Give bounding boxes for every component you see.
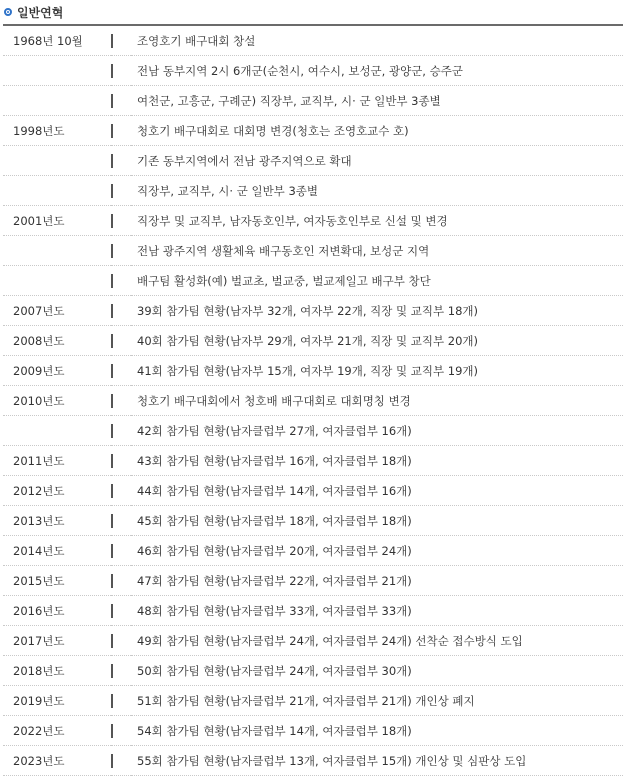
vertical-bar-divider	[111, 694, 113, 708]
row-separator-cell	[111, 26, 131, 56]
vertical-bar-divider	[111, 304, 113, 318]
row-separator-cell	[111, 236, 131, 266]
history-description: 배구팀 활성화(예) 벌교초, 벌교중, 벌교제일고 배구부 창단	[131, 266, 623, 296]
history-row	[3, 536, 623, 566]
vertical-bar-divider	[111, 94, 113, 108]
history-description: 43회 참가팀 현황(남자클럽부 16개, 여자클럽부 18개)	[131, 446, 623, 476]
row-separator-cell	[111, 206, 131, 236]
history-row	[3, 236, 623, 266]
history-description: 여천군, 고흥군, 구례군) 직장부, 교직부, 시· 군 일반부 3종별	[131, 86, 623, 116]
vertical-bar-divider	[111, 154, 113, 168]
history-row	[3, 356, 623, 386]
row-separator-cell	[111, 536, 131, 566]
row-separator-cell	[111, 56, 131, 86]
row-separator-cell	[111, 626, 131, 656]
row-separator-cell	[111, 356, 131, 386]
vertical-bar-divider	[111, 334, 113, 348]
vertical-bar-divider	[111, 64, 113, 78]
history-year: 2013년도	[3, 506, 111, 536]
history-row	[3, 626, 623, 656]
row-separator-cell	[111, 596, 131, 626]
history-year: 2015년도	[3, 566, 111, 596]
history-row	[3, 116, 623, 146]
history-description: 41회 참가팀 현황(남자부 15개, 여자부 19개, 직장 및 교직부 19개)	[131, 356, 623, 386]
history-year: 2014년도	[3, 536, 111, 566]
history-year	[3, 416, 111, 446]
row-separator-cell	[111, 116, 131, 146]
history-row	[3, 56, 623, 86]
history-row	[3, 596, 623, 626]
history-year: 1968년 10월	[3, 26, 111, 56]
history-year	[3, 56, 111, 86]
vertical-bar-divider	[111, 574, 113, 588]
vertical-bar-divider	[111, 754, 113, 768]
history-description: 47회 참가팀 현황(남자클럽부 22개, 여자클럽부 21개)	[131, 566, 623, 596]
row-separator-cell	[111, 656, 131, 686]
history-row	[3, 326, 623, 356]
history-year: 2001년도	[3, 206, 111, 236]
circle-bullet-icon	[4, 8, 12, 16]
history-year: 2022년도	[3, 716, 111, 746]
history-row	[3, 86, 623, 116]
vertical-bar-divider	[111, 244, 113, 258]
history-year: 2012년도	[3, 476, 111, 506]
history-row	[3, 176, 623, 206]
history-year: 2007년도	[3, 296, 111, 326]
history-description: 40회 참가팀 현황(남자부 29개, 여자부 21개, 직장 및 교직부 20개)	[131, 326, 623, 356]
history-row	[3, 746, 623, 776]
vertical-bar-divider	[111, 364, 113, 378]
history-description: 전남 광주지역 생활체육 배구동호인 저변확대, 보성군 지역	[131, 236, 623, 266]
history-row	[3, 296, 623, 326]
row-separator-cell	[111, 746, 131, 776]
history-description: 청호기 배구대회로 대회명 변경(청호는 조영호교수 호)	[131, 116, 623, 146]
history-row	[3, 146, 623, 176]
row-separator-cell	[111, 566, 131, 596]
history-year: 1998년도	[3, 116, 111, 146]
history-description: 46회 참가팀 현황(남자클럽부 20개, 여자클럽부 24개)	[131, 536, 623, 566]
vertical-bar-divider	[111, 484, 113, 498]
history-row	[3, 476, 623, 506]
row-separator-cell	[111, 686, 131, 716]
history-description: 44회 참가팀 현황(남자클럽부 14개, 여자클럽부 16개)	[131, 476, 623, 506]
history-year: 2017년도	[3, 626, 111, 656]
row-separator-cell	[111, 506, 131, 536]
history-description: 54회 참가팀 현황(남자클럽부 14개, 여자클럽부 18개)	[131, 716, 623, 746]
history-description: 청호기 배구대회에서 청호배 배구대회로 대회명칭 변경	[131, 386, 623, 416]
history-description: 42회 참가팀 현황(남자클럽부 27개, 여자클럽부 16개)	[131, 416, 623, 446]
row-separator-cell	[111, 266, 131, 296]
history-year	[3, 146, 111, 176]
history-description: 기존 동부지역에서 전남 광주지역으로 확대	[131, 146, 623, 176]
vertical-bar-divider	[111, 394, 113, 408]
history-description: 39회 참가팀 현황(남자부 32개, 여자부 22개, 직장 및 교직부 18개)	[131, 296, 623, 326]
history-description: 51회 참가팀 현황(남자클럽부 21개, 여자클럽부 21개) 개인상 폐지	[131, 686, 623, 716]
history-row	[3, 566, 623, 596]
history-year	[3, 86, 111, 116]
history-year: 2018년도	[3, 656, 111, 686]
history-row	[3, 386, 623, 416]
history-year: 2009년도	[3, 356, 111, 386]
history-description: 50회 참가팀 현황(남자클럽부 24개, 여자클럽부 30개)	[131, 656, 623, 686]
row-separator-cell	[111, 326, 131, 356]
history-table-body	[3, 26, 623, 776]
history-description: 45회 참가팀 현황(남자클럽부 18개, 여자클럽부 18개)	[131, 506, 623, 536]
history-row	[3, 26, 623, 56]
history-description: 전남 동부지역 2시 6개군(순천시, 여수시, 보성군, 광양군, 승주군	[131, 56, 623, 86]
history-year	[3, 266, 111, 296]
vertical-bar-divider	[111, 724, 113, 738]
history-description: 49회 참가팀 현황(남자클럽부 24개, 여자클럽부 24개) 선착순 접수방식 도입	[131, 626, 623, 656]
vertical-bar-divider	[111, 664, 113, 678]
history-row	[3, 266, 623, 296]
vertical-bar-divider	[111, 544, 113, 558]
history-year	[3, 176, 111, 206]
vertical-bar-divider	[111, 124, 113, 138]
history-year: 2019년도	[3, 686, 111, 716]
row-separator-cell	[111, 176, 131, 206]
vertical-bar-divider	[111, 274, 113, 288]
history-row	[3, 206, 623, 236]
vertical-bar-divider	[111, 634, 113, 648]
history-description: 55회 참가팀 현황(남자클럽부 13개, 여자클럽부 15개) 개인상 및 심판상 도입	[131, 746, 623, 776]
vertical-bar-divider	[111, 454, 113, 468]
history-description: 조영호기 배구대회 창설	[131, 26, 623, 56]
history-table	[3, 26, 623, 776]
history-row	[3, 716, 623, 746]
section-title: 일반연혁	[17, 5, 64, 20]
vertical-bar-divider	[111, 604, 113, 618]
history-year: 2016년도	[3, 596, 111, 626]
section-header	[0, 0, 626, 24]
history-year: 2023년도	[3, 746, 111, 776]
history-description: 직장부, 교직부, 시· 군 일반부 3종별	[131, 176, 623, 206]
history-row	[3, 416, 623, 446]
history-description: 48회 참가팀 현황(남자클럽부 33개, 여자클럽부 33개)	[131, 596, 623, 626]
row-separator-cell	[111, 716, 131, 746]
row-separator-cell	[111, 476, 131, 506]
history-year: 2011년도	[3, 446, 111, 476]
vertical-bar-divider	[111, 424, 113, 438]
vertical-bar-divider	[111, 214, 113, 228]
row-separator-cell	[111, 446, 131, 476]
vertical-bar-divider	[111, 184, 113, 198]
row-separator-cell	[111, 146, 131, 176]
history-row	[3, 506, 623, 536]
history-year	[3, 236, 111, 266]
history-row	[3, 446, 623, 476]
history-description: 직장부 및 교직부, 남자동호인부, 여자동호인부로 신설 및 변경	[131, 206, 623, 236]
vertical-bar-divider	[111, 514, 113, 528]
vertical-bar-divider	[111, 34, 113, 48]
history-row	[3, 686, 623, 716]
history-year: 2008년도	[3, 326, 111, 356]
row-separator-cell	[111, 86, 131, 116]
history-row	[3, 656, 623, 686]
row-separator-cell	[111, 386, 131, 416]
row-separator-cell	[111, 296, 131, 326]
history-year: 2010년도	[3, 386, 111, 416]
row-separator-cell	[111, 416, 131, 446]
